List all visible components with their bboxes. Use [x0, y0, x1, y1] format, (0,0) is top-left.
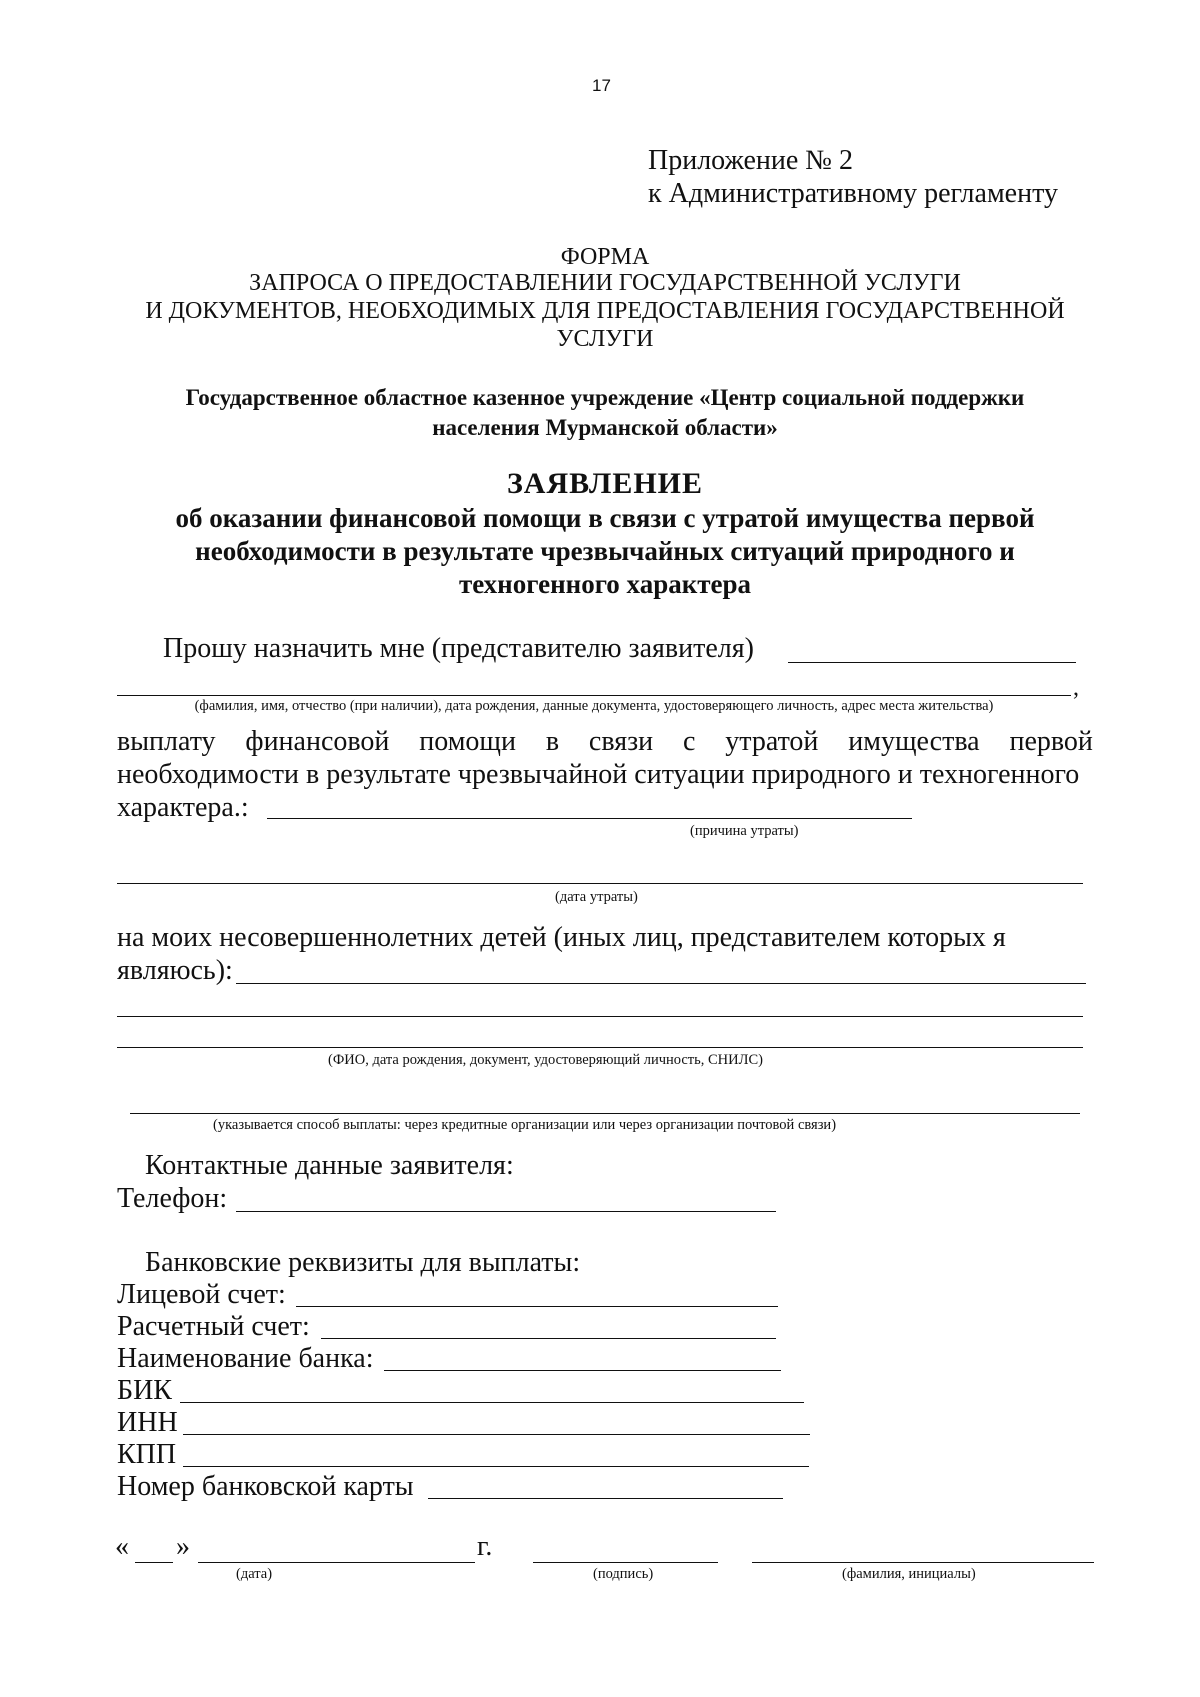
- kpp-field[interactable]: [183, 1466, 809, 1467]
- statement-title: ЗАЯВЛЕНИЕ: [506, 467, 704, 500]
- payment-line-1: [117, 726, 1093, 758]
- children-line-1: на моих несовершеннолетних детей (иных лиц, представителем которых я: [117, 922, 1006, 953]
- card-number-label: Номер банковской карты: [117, 1471, 414, 1502]
- statement-line-2: необходимости в результате чрезвычайных ситуаций природного и: [195, 536, 1015, 566]
- form-heading-line-3: И ДОКУМЕНТОВ, НЕОБХОДИМЫХ ДЛЯ ПРЕДОСТАВЛЕНИЯ ГОСУДАРСТВЕННОЙ: [145, 298, 1065, 324]
- form-heading-line-1: ФОРМА: [560, 244, 650, 270]
- children-field-3[interactable]: [117, 1047, 1083, 1048]
- form-heading-line-4: УСЛУГИ: [556, 326, 654, 352]
- applicant-name-field[interactable]: [788, 662, 1076, 663]
- page-number: 17: [592, 76, 611, 95]
- settlement-account-label: Расчетный счет:: [117, 1311, 310, 1342]
- bank-heading: Банковские реквизиты для выплаты:: [145, 1247, 581, 1278]
- payment-word: выплату: [117, 726, 216, 757]
- payment-word: имущества: [848, 726, 980, 757]
- loss-date-caption: (дата утраты): [555, 889, 638, 905]
- request-text: Прошу назначить мне (представителю заявителя): [163, 633, 754, 664]
- form-heading-line-2: ЗАПРОСА О ПРЕДОСТАВЛЕНИИ ГОСУДАРСТВЕННОЙ УСЛУГИ: [249, 270, 961, 296]
- payment-line-3: характера.:: [117, 792, 249, 823]
- signature-caption: (подпись): [593, 1566, 654, 1582]
- payment-method-caption: (указывается способ выплаты: через кредитные организации или через организации почтовой связи): [213, 1117, 837, 1133]
- bik-field[interactable]: [180, 1402, 804, 1403]
- card-number-field[interactable]: [428, 1498, 783, 1499]
- inn-field[interactable]: [183, 1434, 810, 1435]
- phone-label: Телефон:: [117, 1183, 228, 1214]
- applicant-comma: ,: [1073, 675, 1079, 701]
- date-quote-open: «: [115, 1531, 129, 1562]
- date-caption: (дата): [236, 1566, 273, 1582]
- payment-word: с: [682, 726, 696, 757]
- signature-field[interactable]: [533, 1562, 718, 1563]
- children-caption: (ФИО, дата рождения, документ, удостоверяющий личность, СНИЛС): [328, 1052, 763, 1068]
- month-year-field[interactable]: [198, 1562, 475, 1563]
- name-initials-caption: (фамилия, инициалы): [842, 1566, 976, 1582]
- statement-line-1: об оказании финансовой помощи в связи с утратой имущества первой: [175, 503, 1035, 533]
- institution-line-2: населения Мурманской области»: [432, 415, 778, 440]
- settlement-account-field[interactable]: [321, 1338, 776, 1339]
- payment-word: помощи: [419, 726, 516, 757]
- payment-word: первой: [1009, 726, 1093, 757]
- payment-word: финансовой: [245, 726, 390, 757]
- contacts-heading: Контактные данные заявителя:: [145, 1150, 514, 1181]
- personal-account-field[interactable]: [296, 1306, 778, 1307]
- loss-date-field[interactable]: [117, 883, 1083, 884]
- payment-word: утратой: [725, 726, 819, 757]
- applicant-caption: (фамилия, имя, отчество (при наличии), дата рождения, данные документа, удостоверяющего личность, адрес места жительства): [194, 698, 994, 714]
- payment-method-field[interactable]: [130, 1113, 1080, 1114]
- kpp-label: КПП: [117, 1439, 177, 1470]
- inn-label: ИНН: [117, 1407, 178, 1438]
- phone-field[interactable]: [236, 1211, 776, 1212]
- bik-label: БИК: [117, 1375, 172, 1406]
- applicant-details-field[interactable]: [117, 695, 1071, 696]
- appendix-line-1: Приложение № 2: [648, 145, 853, 176]
- bank-name-label: Наименование банка:: [117, 1343, 374, 1374]
- loss-reason-caption: (причина утраты): [690, 823, 799, 839]
- personal-account-label: Лицевой счет:: [117, 1279, 286, 1310]
- children-line-2: являюсь):: [117, 955, 233, 986]
- date-quote-close: »: [176, 1531, 190, 1562]
- children-field-1[interactable]: [236, 983, 1086, 984]
- loss-reason-field[interactable]: [267, 818, 912, 819]
- payment-line-2: необходимости в результате чрезвычайной ситуации природного и техногенного: [117, 759, 1080, 790]
- statement-line-3: техногенного характера: [458, 569, 752, 599]
- payment-word: в: [545, 726, 560, 757]
- children-field-2[interactable]: [117, 1016, 1083, 1017]
- day-field[interactable]: [135, 1562, 173, 1563]
- year-suffix: г.: [477, 1531, 493, 1562]
- appendix-line-2: к Административному регламенту: [648, 178, 1058, 209]
- payment-word: связи: [588, 726, 654, 757]
- name-initials-field[interactable]: [752, 1562, 1094, 1563]
- institution-line-1: Государственное областное казенное учреждение «Центр социальной поддержки: [185, 385, 1025, 410]
- bank-name-field[interactable]: [384, 1370, 781, 1371]
